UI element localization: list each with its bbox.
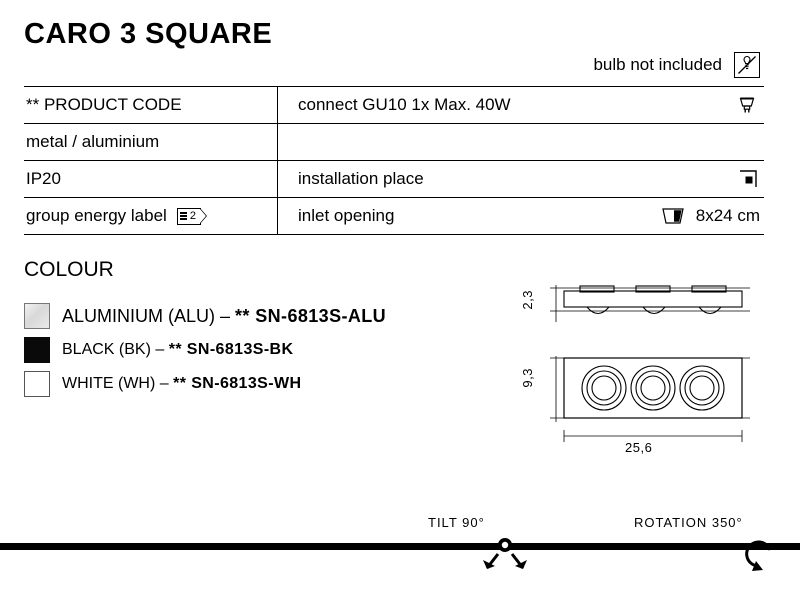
colour-item-black — [24, 334, 386, 366]
bulb-crossed-icon — [734, 52, 760, 78]
front-view-drawing — [542, 340, 760, 450]
spec-left-label: metal / aluminium — [26, 132, 160, 151]
colour-list — [24, 300, 386, 402]
movement-diagram — [0, 500, 800, 600]
swatch-white — [24, 371, 50, 397]
spec-right-cell — [278, 87, 764, 123]
colour-item-label — [62, 375, 301, 393]
spec-left-cell — [24, 87, 278, 123]
spec-right-cell — [278, 198, 764, 234]
spec-right-label: installation place — [298, 169, 424, 188]
rotation-label: ROTATION 350° — [634, 515, 743, 530]
energy-arrow-icon — [200, 208, 207, 224]
page-title: CARO 3 SQUARE — [24, 18, 273, 50]
swatch-black — [24, 337, 50, 363]
energy-label-badge — [177, 208, 201, 225]
ceiling-mount-icon — [736, 167, 760, 191]
inlet-opening-icon — [658, 205, 688, 227]
spec-row-product-code — [24, 87, 764, 124]
movement-bar — [0, 530, 800, 590]
spec-left-cell — [24, 198, 278, 234]
spec-right-label: connect GU10 1x Max. 40W — [298, 95, 511, 114]
dimension-front-height: 9,3 — [520, 368, 535, 388]
spec-row-material — [24, 124, 764, 161]
tilt-icon — [483, 538, 527, 569]
spec-left-label: group energy label — [26, 206, 167, 225]
colour-item-label — [62, 341, 293, 359]
inlet-opening-value: 8x24 cm — [695, 206, 760, 225]
colour-name: ALUMINIUM (ALU) – — [62, 305, 236, 326]
dimension-side-height: 2,3 — [520, 290, 535, 310]
swatch-aluminium — [24, 303, 50, 329]
spec-row-ip-rating — [24, 161, 764, 198]
spec-right-cell — [278, 161, 764, 197]
colour-item-aluminium — [24, 300, 386, 332]
spec-left-label: IP20 — [26, 169, 61, 188]
bulb-note-label: bulb not included — [593, 55, 722, 74]
spec-left-label: ** PRODUCT CODE — [26, 95, 182, 114]
bulb-note — [593, 52, 760, 78]
colour-item-label — [62, 306, 386, 327]
colour-code: ** SN-6813S-WH — [173, 375, 302, 392]
side-view-drawing — [542, 282, 760, 328]
colour-heading: COLOUR — [24, 258, 114, 281]
tilt-label: TILT 90° — [428, 515, 485, 530]
energy-label-value: 2 — [189, 210, 196, 222]
colour-code: ** SN-6813S-ALU — [235, 305, 387, 326]
spec-right-label: inlet opening — [298, 206, 395, 225]
energy-bars-icon — [180, 212, 187, 221]
spec-table — [24, 86, 764, 235]
spec-left-cell — [24, 161, 278, 197]
gu10-lamp-icon — [734, 92, 760, 118]
colour-code: ** SN-6813S-BK — [168, 341, 294, 358]
inlet-opening-group — [658, 205, 760, 227]
dimension-width: 25,6 — [625, 440, 653, 455]
spec-right-cell — [278, 124, 764, 160]
technical-drawings — [520, 282, 780, 482]
spec-row-energy-label — [24, 198, 764, 234]
colour-item-white — [24, 368, 386, 400]
colour-name: WHITE (WH) – — [62, 375, 174, 392]
spec-left-cell — [24, 124, 278, 160]
colour-name: BLACK (BK) – — [62, 341, 169, 358]
